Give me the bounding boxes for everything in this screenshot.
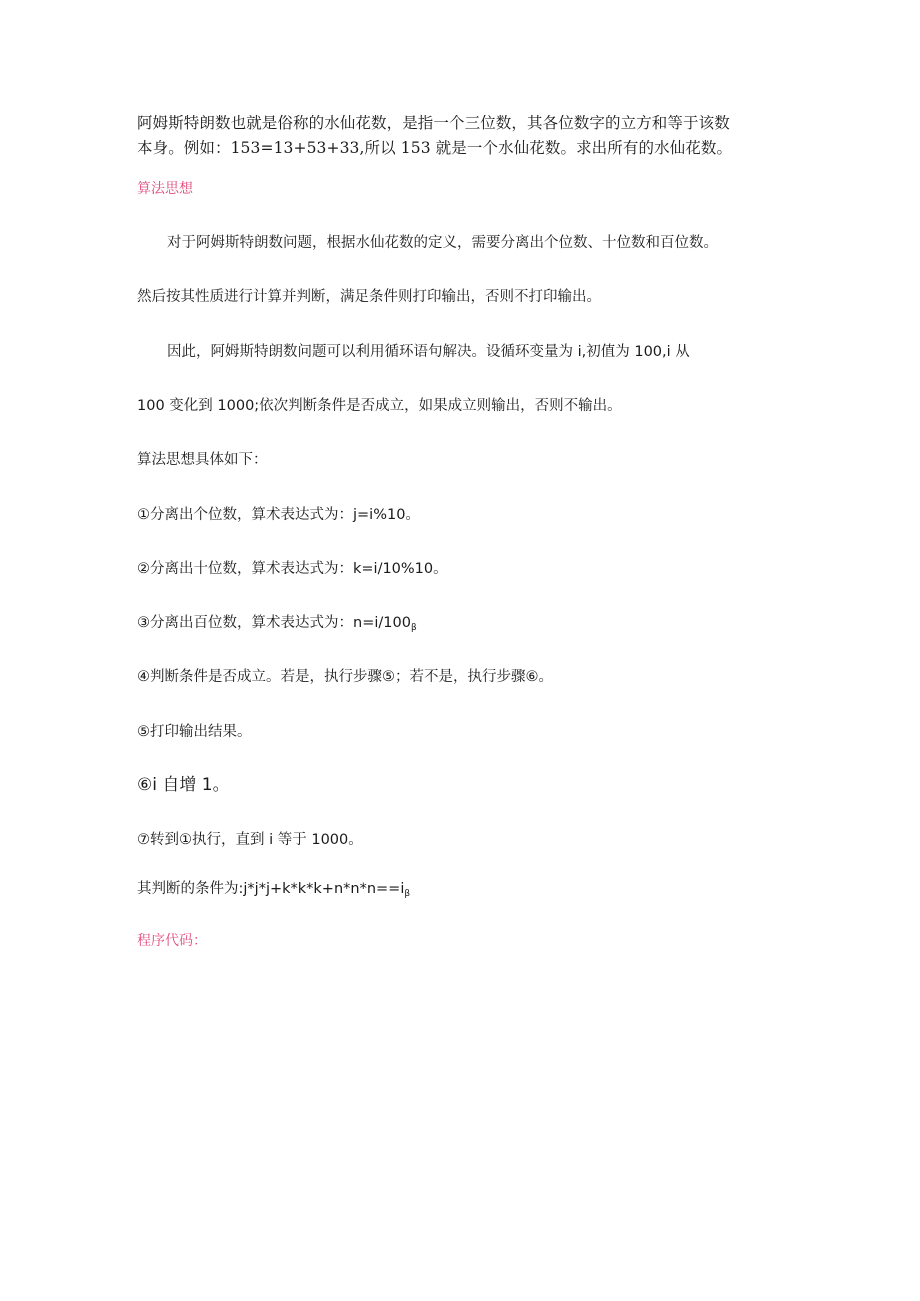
step-6: ⑥i 自增 1。 (137, 775, 230, 795)
paragraph-5: 算法思想具体如下： (137, 452, 268, 468)
step-3 (137, 614, 417, 637)
step-3-subscript: β (410, 623, 417, 633)
condition-line (137, 880, 410, 903)
step-1: ①分离出个位数，算术表达式为：j=i%10。 (137, 507, 420, 523)
paragraph-2: 然后按其性质进行计算并判断，满足条件则打印输出，否则不打印输出。 (137, 289, 601, 305)
intro-line-1: 阿姆斯特朗数也就是俗称的水仙花数，是指一个三位数，其各位数字的立方和等于该数 (137, 114, 730, 132)
step-3-text: ③分离出百位数，算术表达式为：n=i/100 (137, 615, 411, 631)
condition-text: 其判断的条件为:j*j*j+k*k*k+n*n*n==i (137, 881, 405, 897)
paragraph-1: 对于阿姆斯特朗数问题，根据水仙花数的定义，需要分离出个位数、十位数和百位数。 (167, 235, 718, 251)
paragraph-4: 100 变化到 1000;依次判断条件是否成立，如果成立则输出，否则不输出。 (137, 398, 622, 414)
step-4: ④判断条件是否成立。若是，执行步骤⑤；若不是，执行步骤⑥。 (137, 669, 553, 685)
step-5: ⑤打印输出结果。 (137, 724, 252, 740)
code-heading: 程序代码： (137, 933, 207, 949)
step-7: ⑦转到①执行，直到 i 等于 1000。 (137, 832, 363, 848)
step-2: ②分离出十位数，算术表达式为：k=i/10%10。 (137, 561, 448, 577)
paragraph-3: 因此，阿姆斯特朗数问题可以利用循环语句解决。设循环变量为 i,初值为 100,i 从 (167, 344, 690, 360)
algorithm-heading: 算法思想 (137, 181, 193, 197)
intro-line-2: 本身。例如：153=13+53+33,所以 153 就是一个水仙花数。求出所有的水仙花数。 (137, 139, 733, 157)
condition-subscript: β (404, 889, 411, 899)
